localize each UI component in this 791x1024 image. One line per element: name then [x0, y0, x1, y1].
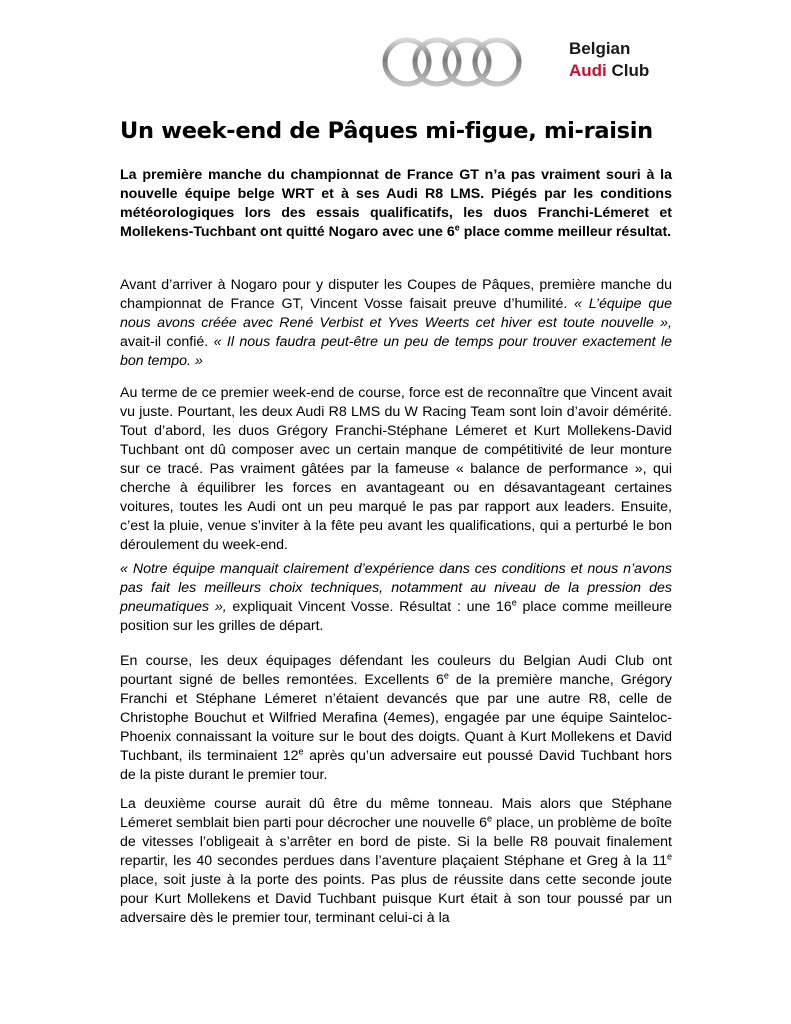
paragraph-4: En course, les deux équipages défendant les couleurs du Belgian Audi Club ont pourtant signé de belles remontées. Excellents 6e de la première manche, Grégory Franchi et Stéphane Lémeret n’étaient devancés que par une autre R8, celle de Christophe Bouchut et Wilfried Merafina (4emes), engagée par une équipe Sainteloc-Phoenix connaissant la voiture sur le bout des doigts. Quant à Kurt Mollekens et David Tuchbant, ils terminaient 12e après qu’un adversaire eut poussé David Tuchbant hors de la piste durant le premier tour.: [120, 653, 672, 783]
paragraph-1: Avant d’arriver à Nogaro pour y disputer les Coupes de Pâques, première manche du championnat de France GT, Vincent Vosse faisait preuve d’humilité. « L’équipe que nous avons créée avec René Verbist et Yves Weerts cet hiver est toute nouvelle », avait-il confié. « Il nous faudra peut-être un peu de temps pour trouver exactement le bon tempo. »: [120, 277, 672, 369]
brand-line2: [569, 60, 649, 82]
quote-2: « Il nous faudra peut-être un peu de temps pour trouver exactement le bon tempo. »: [120, 334, 672, 369]
brand-club: Club: [606, 61, 650, 80]
paragraph-5: La deuxième course aurait dû être du même tonneau. Mais alors que Stéphane Lémeret semblait bien parti pour décrocher une nouvelle 6e place, un problème de boîte de vitesses l’obligeait à s’arrêter en bord de piste. Si la belle R8 pouvait finalement repartir, les 40 secondes perdues dans l’aventure plaçaient Stéphane et Greg à la 11e place, soit juste à la porte des points. Pas plus de réussite dans cette seconde joute pour Kurt Mollekens et David Tuchbant puisque Kurt était à son tour poussé par un adversaire dès le premier tour, terminant celui-ci à la: [120, 796, 672, 926]
article-title: Un week-end de Pâques mi-figue, mi-raisin: [120, 118, 653, 144]
quote-3: « Notre équipe manquait clairement d’expérience dans ces conditions et nous n’avons pas fait les meilleurs choix techniques, notamment au niveau de la pression des pneumatiques »,: [120, 561, 672, 615]
brand-logo-text: [569, 38, 649, 82]
brand-line1: Belgian: [569, 39, 631, 58]
paragraph-3: « Notre équipe manquait clairement d’expérience dans ces conditions et nous n’avons pas fait les meilleurs choix techniques, notamment au niveau de la pression des pneumatiques », expliquait Vincent Vosse. Résultat : une 16e place comme meilleure position sur les grilles de départ.: [120, 561, 672, 634]
quote-1: « L’équipe que nous avons créée avec René Verbist et Yves Weerts cet hiver est toute nouvelle »,: [120, 296, 672, 331]
audi-rings-logo: [381, 36, 523, 88]
brand-audi: Audi: [569, 61, 607, 80]
paragraph-2: Au terme de ce premier week-end de course, force est de reconnaître que Vincent avait vu juste. Pourtant, les deux Audi R8 LMS du W Racing Team sont loin d’avoir démérité. Tout d’abord, les duos Grégory Franchi-Stéphane Lémeret et Kurt Mollekens-David Tuchbant ont dû composer avec un certain manque de compétitivité de leur monture sur ce tracé. Pas vraiment gâtées par la fameuse « balance de performance », qui cherche à équilibrer les forces en avantageant ou en désavantageant certaines voitures, toutes les Audi ont un peu marqué le pas par rapport aux leaders. Ensuite, c’est la pluie, venue s’inviter à la fête peu avant les qualifications, qui a perturbé le bon déroulement du week-end.: [120, 385, 672, 553]
lead-paragraph: La première manche du championnat de France GT n’a pas vraiment souri à la nouvelle équipe belge WRT et à ses Audi R8 LMS. Piégés par les conditions météorologiques lors des essais qualificatifs, les duos Franchi-Lémeret et Mollekens-Tuchbant ont quitté Nogaro avec une 6e place comme meilleur résultat.: [120, 167, 672, 240]
